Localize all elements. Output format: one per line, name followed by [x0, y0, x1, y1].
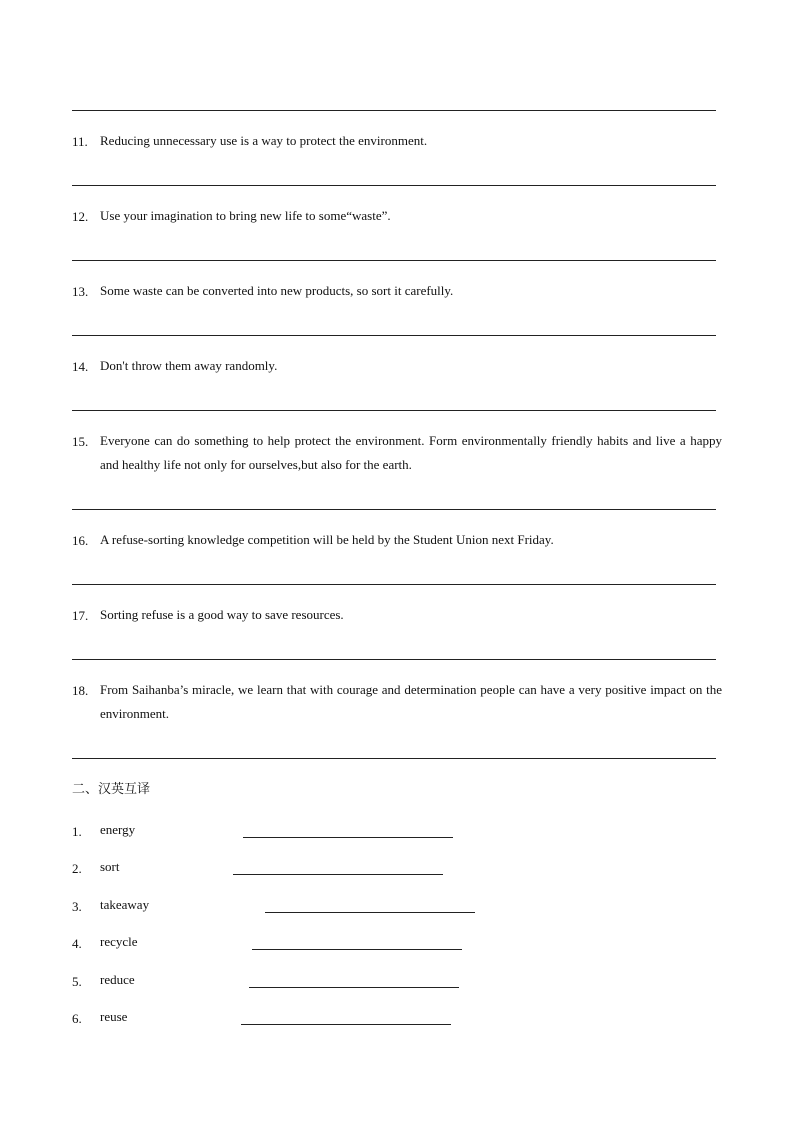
vocab-word: reduce — [100, 972, 135, 987]
vocab-number: 3. — [72, 899, 82, 914]
sentence-text: From Saihanba’s miracle, we learn that with courage and determination people can have a very positive impact on the environment. — [100, 682, 722, 721]
answer-line[interactable] — [72, 758, 716, 759]
answer-line[interactable] — [72, 659, 716, 660]
answer-line[interactable] — [72, 110, 716, 111]
sentence-text: Don't throw them away randomly. — [100, 358, 278, 373]
vocab-item — [72, 1009, 572, 1029]
vocab-word: energy — [100, 822, 136, 837]
vocab-number: 1. — [72, 824, 82, 839]
vocab-word: sort — [100, 859, 120, 874]
vocab-number: 2. — [72, 861, 82, 876]
vocab-answer-line[interactable] — [249, 987, 459, 988]
question-number: 16. — [72, 533, 89, 548]
vocab-item — [72, 897, 572, 917]
sentence-text: Reducing unnecessary use is a way to protect the environment. — [100, 133, 428, 148]
vocab-item — [72, 822, 572, 842]
question-number: 14. — [72, 359, 89, 374]
sentence-text: Some waste can be converted into new products, so sort it carefully. — [100, 283, 454, 298]
answer-line[interactable] — [72, 410, 716, 411]
vocab-word: recycle — [100, 934, 138, 949]
vocab-answer-line[interactable] — [265, 912, 475, 913]
vocab-item — [72, 934, 572, 954]
sentence-11 — [72, 129, 722, 153]
vocab-answer-line[interactable] — [233, 874, 443, 875]
answer-line[interactable] — [72, 509, 716, 510]
question-number: 17. — [72, 608, 89, 623]
answer-line[interactable] — [72, 185, 716, 186]
question-number: 15. — [72, 434, 89, 449]
question-number: 18. — [72, 683, 89, 698]
sentence-17 — [72, 603, 722, 627]
sentence-text: A refuse-sorting knowledge competition will be held by the Student Union next Friday. — [100, 532, 554, 547]
answer-line[interactable] — [72, 584, 716, 585]
vocab-answer-line[interactable] — [252, 949, 462, 950]
question-number: 13. — [72, 284, 89, 299]
vocab-number: 6. — [72, 1011, 82, 1026]
answer-line[interactable] — [72, 260, 716, 261]
vocab-number: 4. — [72, 936, 82, 951]
vocab-number: 5. — [72, 974, 82, 989]
sentence-text: Use your imagination to bring new life to some“waste”. — [100, 208, 391, 223]
section-title: 二、汉英互译 — [72, 782, 151, 797]
answer-line[interactable] — [72, 335, 716, 336]
vocab-answer-line[interactable] — [241, 1024, 451, 1025]
sentence-13 — [72, 279, 722, 303]
vocab-item — [72, 972, 572, 992]
sentence-18 — [72, 678, 722, 726]
sentence-14 — [72, 354, 722, 378]
vocab-word: reuse — [100, 1009, 128, 1024]
sentence-15 — [72, 429, 722, 477]
sentence-text: Everyone can do something to help protect the environment. Form environmentally friendly habits and live a happy and healthy life not only for ourselves,but also for the earth. — [100, 433, 722, 472]
vocab-word: takeaway — [100, 897, 150, 912]
question-number: 12. — [72, 209, 89, 224]
vocab-answer-line[interactable] — [243, 837, 453, 838]
vocab-item — [72, 859, 572, 879]
sentence-text: Sorting refuse is a good way to save resources. — [100, 607, 344, 622]
question-number: 11. — [72, 134, 88, 149]
sentence-12 — [72, 204, 722, 228]
sentence-16 — [72, 528, 722, 552]
